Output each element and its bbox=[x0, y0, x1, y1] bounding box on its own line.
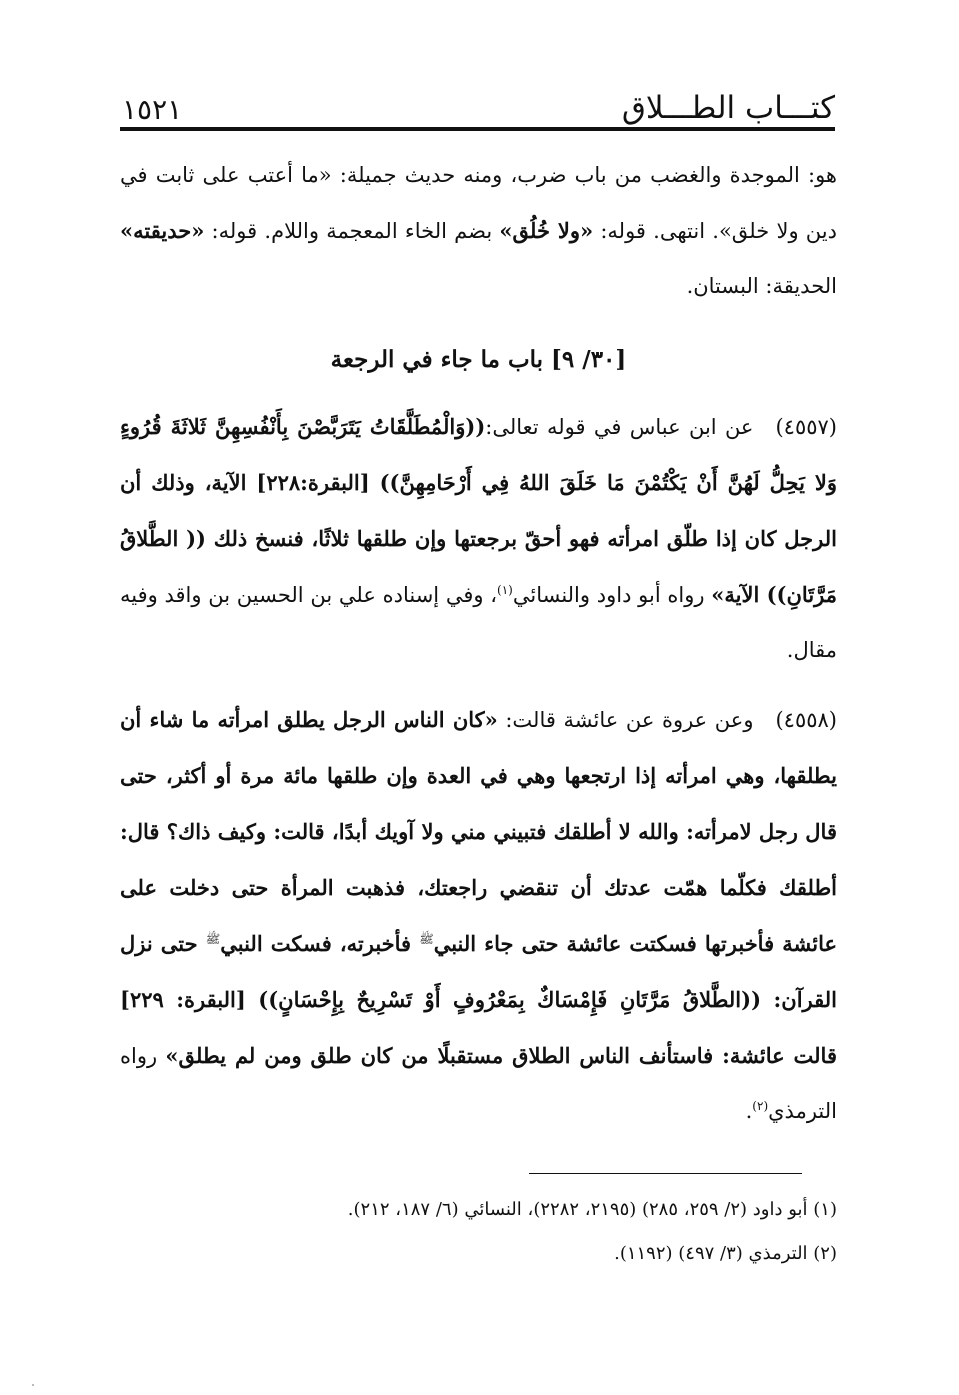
hadith-text-1: «كان الناس الرجل يطلق امرأته ما شاء أن يطلقها، وهي امرأته إذا ارتجعها وهي في العدة وإن طلقها مائة مرة أو أكثر، حتى قال رجل لامرأته: والله لا أطلقك فتبيني مني ولا آويك أبدًا، قالت: وكيف ذاك؟ قال: أطلقك فكلّما همّت عدتك أن تنقضي راجعتك، فذهبت المرأة حتى دخلت على عائشة فأخبرتها فسكتت عائشة حتى جاء النبي bbox=[120, 707, 838, 956]
footnote-separator bbox=[529, 1173, 802, 1174]
quran-verse: ((الطَّلاقُ مَرَّتَانِ فَإِمْسَاكٌ بِمَعْرُوفٍ أَوْ تَسْرِيحٌ بِإِحْسَانٍ)) bbox=[258, 987, 762, 1012]
salutation-glyph: ﷺ bbox=[205, 932, 221, 946]
book-title: كتـــاب الطـــلاق bbox=[621, 90, 835, 126]
narration: رواه الترمذي bbox=[120, 1044, 837, 1123]
intro-bold-term-1: «ولا خُلُق» bbox=[499, 218, 594, 243]
footnote-2: (٢) الترمذي (٣/ ٤٩٧) (١١٩٢). bbox=[614, 1243, 837, 1264]
scan-speck bbox=[32, 1384, 34, 1386]
footnote-marker: (٢) bbox=[752, 1099, 769, 1113]
intro-paragraph bbox=[120, 148, 837, 314]
hadith-4558 bbox=[120, 692, 837, 1139]
narration: رواه أبو داود والنسائي bbox=[512, 583, 712, 607]
hadith-text-3: حتى نزل القرآن: bbox=[120, 931, 837, 1012]
footnote-1: (١) أبو داود (٢/ ٢٥٩، ٢٨٥) (٢١٩٥، ٢٢٨٢)، النسائي (٦/ ١٨٧، ٢١٢). bbox=[347, 1199, 837, 1220]
hadith-text: وذلك أن الرجل كان إذا طلّق امرأته فهو أحقّ برجعتها وإن طلقها ثلاثًا، فنسخ ذلك bbox=[120, 470, 837, 551]
quran-verse: ((وَالْمُطَلَّقَاتُ يَتَرَبَّصْنَ بِأَنْفُسِهِنَّ ثَلاثَةَ قُرُوءٍ وَلا يَحِلُّ لَهُنَّ أَنْ يَكْتُمْنَ مَا خَلَقَ اللهُ فِي أَرْحَامِهِنَّ)) bbox=[120, 414, 837, 495]
chapter-heading: [٣٠/ ٩] باب ما جاء في الرجعة bbox=[330, 346, 627, 373]
footnote-marker: (١) bbox=[497, 583, 513, 597]
hadith-intro: عن ابن عباس في قوله تعالى: bbox=[485, 415, 754, 439]
verse-reference: [البقرة: ٢٢٩] قالت عائشة: فاستأنف الناس الطلاق مستقبلًا من كان طلق ومن لم يطلق» bbox=[120, 987, 837, 1068]
hadith-number: (٤٥٥٨) bbox=[775, 708, 837, 732]
hadith-tail: . bbox=[745, 1099, 753, 1123]
intro-text-a: هو: الموجدة والغضب من باب ضرب، ومنه حديث جميلة: «ما أعتب على ثابت في دين ولا خلق». انتهى. قوله: bbox=[120, 163, 837, 243]
header-rule bbox=[120, 127, 835, 131]
hadith-text-2: فأخبرته، فسكت النبي bbox=[220, 931, 420, 956]
hadith-intro: وعن عروة عن عائشة قالت: bbox=[497, 708, 754, 732]
hadith-tail: ، وفي إسناده علي بن الحسين بن واقد وفيه مقال. bbox=[120, 583, 837, 662]
verse-reference: [البقرة:٢٢٨] الآية، bbox=[204, 470, 380, 495]
quran-verse-2: (( الطَّلاقُ مَرَّتَانِ)) الآية» bbox=[120, 526, 837, 607]
hadith-4557 bbox=[120, 399, 837, 678]
page-header bbox=[122, 86, 835, 126]
hadith-number: (٤٥٥٧) bbox=[775, 415, 837, 439]
salutation-glyph: ﷺ bbox=[419, 932, 434, 946]
main-text bbox=[120, 148, 837, 1153]
intro-text-c: الحديقة: البستان. bbox=[686, 274, 837, 298]
intro-bold-term-2: «حديقته» bbox=[120, 218, 205, 243]
intro-text-b: بضم الخاء المعجمة واللام. قوله: bbox=[204, 219, 500, 243]
page-number: ١٥٢١ bbox=[122, 93, 183, 126]
footnotes bbox=[120, 1188, 837, 1276]
